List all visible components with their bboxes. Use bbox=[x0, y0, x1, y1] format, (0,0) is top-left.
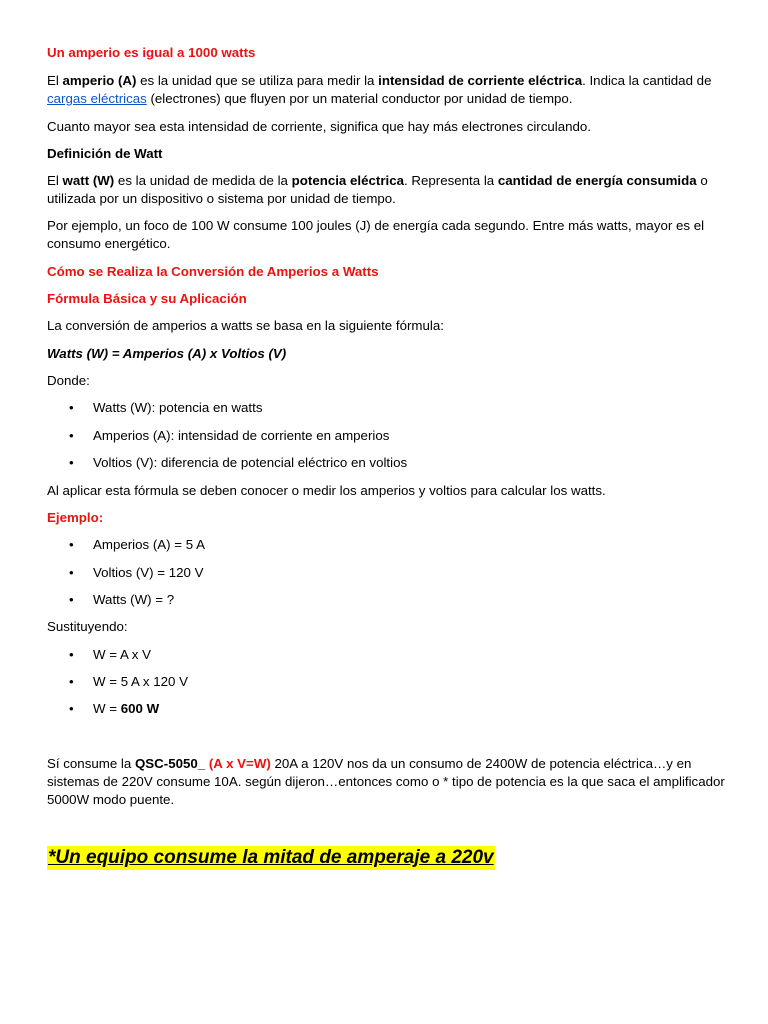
formula-inline: (A x V=W) bbox=[205, 756, 271, 771]
list-item-text: Watts (W) = ? bbox=[93, 592, 175, 607]
list-item-text: W = 5 A x 120 V bbox=[93, 674, 188, 689]
cargas-electricas-link[interactable]: cargas eléctricas bbox=[47, 91, 147, 106]
bullet-icon: • bbox=[69, 674, 74, 689]
heading-definicion-watt: Definición de Watt bbox=[47, 146, 163, 161]
text: W = bbox=[93, 701, 121, 716]
highlighted-note: *Un equipo consume la mitad de amperaje a 220v bbox=[48, 847, 494, 868]
heading-conversion: Cómo se Realiza la Conversión de Amperios a Watts bbox=[47, 264, 379, 279]
text: . Representa la bbox=[404, 173, 498, 188]
list-item-text: Amperios (A) = 5 A bbox=[93, 537, 205, 552]
paragraph-amperio bbox=[47, 72, 727, 108]
text: El bbox=[47, 73, 63, 88]
paragraph-conversion-intro: La conversión de amperios a watts se basa en la siguiente fórmula: bbox=[47, 318, 444, 333]
list-item-text: Watts (W): potencia en watts bbox=[93, 400, 263, 415]
bullet-icon: • bbox=[69, 701, 74, 716]
heading-ejemplo: Ejemplo: bbox=[47, 510, 104, 525]
bullet-icon: • bbox=[69, 647, 74, 662]
bullet-icon: • bbox=[69, 565, 74, 580]
result-value: 600 W bbox=[120, 701, 160, 716]
list-item-text: Voltios (V) = 120 V bbox=[93, 565, 204, 580]
model-name: QSC-5050_ bbox=[134, 756, 206, 771]
bullet-icon: • bbox=[69, 400, 74, 415]
bullet-icon: • bbox=[69, 428, 74, 443]
paragraph-ejemplo-foco: Por ejemplo, un foco de 100 W consume 100 joules (J) de energía cada segundo. Entre más watts, mayor es el consumo energético. bbox=[47, 218, 705, 251]
doc-title: Un amperio es igual a 1000 watts bbox=[47, 45, 256, 60]
paragraph-intensidad: Cuanto mayor sea esta intensidad de corriente, significa que hay más electrones circulando. bbox=[47, 119, 591, 134]
text: es la unidad que se utiliza para medir la bbox=[136, 73, 379, 88]
paragraph-qsc bbox=[47, 755, 727, 809]
label-sustituyendo: Sustituyendo: bbox=[47, 619, 128, 634]
bold-term: amperio (A) bbox=[62, 73, 137, 88]
text: El bbox=[47, 173, 63, 188]
list-item-text: Voltios (V): diferencia de potencial eléctrico en voltios bbox=[93, 455, 408, 470]
bold-term: cantidad de energía consumida bbox=[497, 173, 697, 188]
text: (electrones) que fluyen por un material conductor por unidad de tiempo. bbox=[146, 91, 573, 106]
bold-term: potencia eléctrica bbox=[291, 173, 404, 188]
paragraph-watt bbox=[47, 172, 727, 208]
text: o utilizada por un dispositivo o sistema por unidad de tiempo. bbox=[47, 173, 708, 206]
text: 20A a 120V nos da un consumo de 2400W de potencia eléctrica…y en sistemas de 220V consume 10A. según dijeron…entonces como o * tipo de potencia es la que saca el amplificador 5000W modo puente. bbox=[47, 756, 725, 807]
text: . Indica la cantidad de bbox=[582, 73, 712, 88]
bullet-icon: • bbox=[69, 455, 74, 470]
text: es la unidad de medida de la bbox=[114, 173, 292, 188]
bullet-icon: • bbox=[69, 592, 74, 607]
bold-term: watt (W) bbox=[62, 173, 115, 188]
text: Sí consume la bbox=[47, 756, 135, 771]
formula: Watts (W) = Amperios (A) x Voltios (V) bbox=[47, 346, 287, 361]
bold-term: intensidad de corriente eléctrica bbox=[378, 73, 583, 88]
list-item-text: Amperios (A): intensidad de corriente en amperios bbox=[93, 428, 390, 443]
heading-formula-basica: Fórmula Básica y su Aplicación bbox=[47, 291, 247, 306]
list-item-text: W = A x V bbox=[93, 647, 152, 662]
list-item-text bbox=[93, 700, 159, 718]
bullet-icon: • bbox=[69, 537, 74, 552]
paragraph-aplicar: Al aplicar esta fórmula se deben conocer o medir los amperios y voltios para calcular los watts. bbox=[47, 483, 606, 498]
label-donde: Donde: bbox=[47, 373, 90, 388]
